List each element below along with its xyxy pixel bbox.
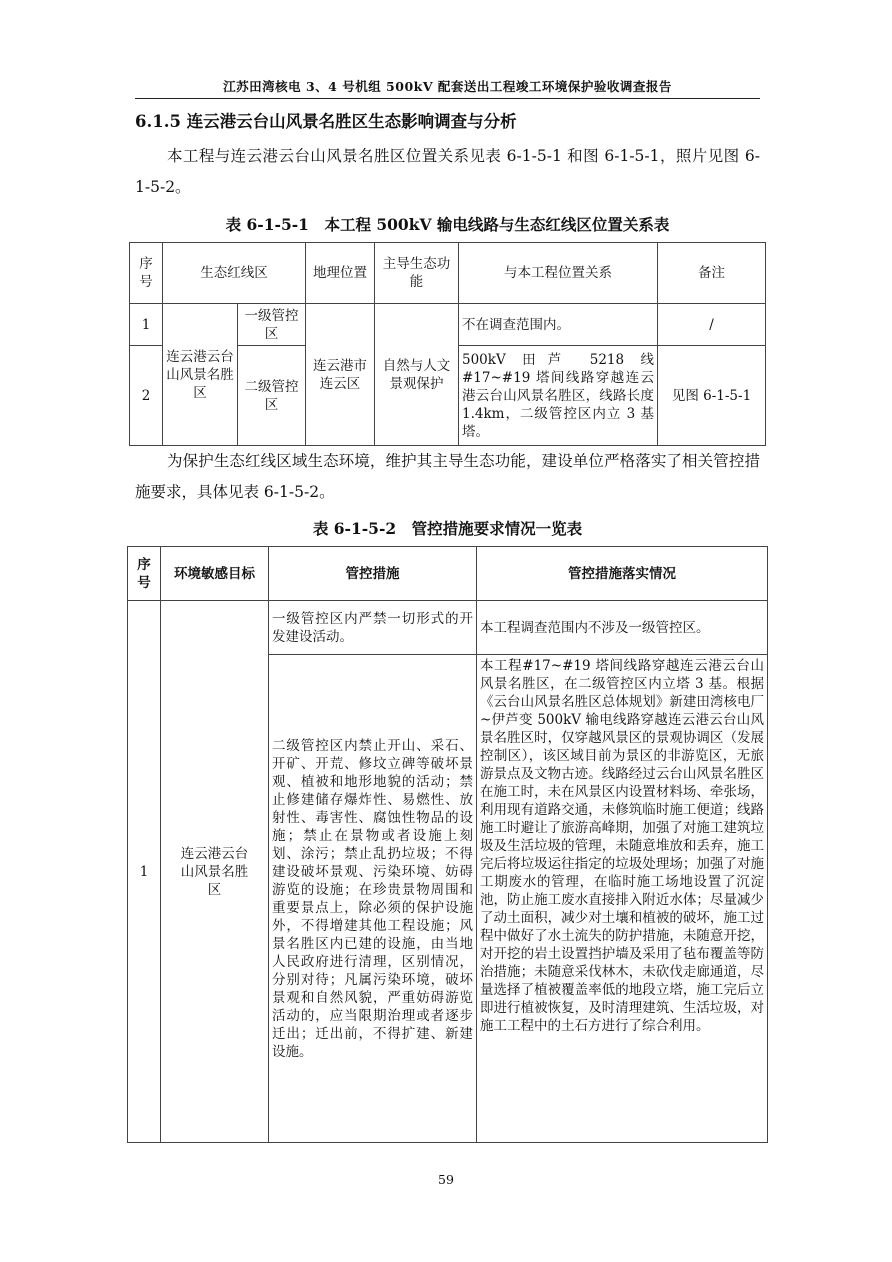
header-function: 主导生态功能	[375, 243, 459, 304]
geo-location: 连云港市连云区	[306, 304, 375, 446]
row-no: 1	[130, 304, 163, 346]
table1-caption: 表 6-1-5-1 本工程 500kV 输电线路与生态红线区位置关系表	[225, 215, 670, 234]
row-no: 2	[130, 346, 163, 446]
document-header: 江苏田湾核电 3、4 号机组 500kV 配套送出工程竣工环境保护验收调查报告	[223, 79, 672, 94]
table-row	[130, 304, 766, 346]
header-measures: 管控措施	[269, 547, 477, 601]
control-level: 一级管控区	[238, 304, 306, 346]
header-rule	[135, 98, 760, 99]
measures-paragraph: 为保护生态红线区域生态环境，维护其主导生态功能，建设单位严格落实了相关管控措施要求，具体见表 6-1-5-2。	[135, 452, 760, 501]
implementation-text: 本工程#17~#19 塔间线路穿越连云港云台山风景名胜区，在二级管控区内立塔 3 基。根据《云台山风景名胜区总体规划》新建田湾核电厂~伊芦变 500kV 输电线路穿越连云港云台山风景名胜区时，仅穿越风景区的景观协调区（发展控制区），该区域目前为景区的非游览区，无旅游景点及文物古迹。线路经过云台山风景名胜区在施工时，未在风景区内设置材料场、牵张场，利用现有道路交通，未修筑临时施工便道；线路施工时避让了旅游高峰期，加强了对施工建筑垃圾及生活垃圾的管理，未随意堆放和丢弃，施工完后将垃圾运往指定的垃圾处理场；加强了对施工期废水的管理，在临时施工场地设置了沉淀池，防止施工废水直接排入附近水体；尽量减少了动土面积，减少对土壤和植被的破坏，施工过程中做好了水土流失的防护措施，未随意开挖，对开挖的岩土设置挡护墙及采用了毡布覆盖等防治措施；未随意采伐林木，未砍伐走廊通道，尽量选择了植被覆盖率低的地段立塔，施工完后立即进行植被恢复，及时清理建筑、生活垃圾，对施工工程中的土石方进行了综合利用。	[477, 655, 768, 1143]
remark-text: /	[658, 304, 766, 346]
header-implementation: 管控措施落实情况	[477, 547, 768, 601]
header-relation: 与本工程位置关系	[459, 243, 658, 304]
control-level: 二级管控区	[238, 346, 306, 446]
sensitive-target: 连云港云台山风景名胜区	[161, 601, 269, 1143]
relation-text: 500kV 田芦 5218 线#17~#19 塔间线路穿越连云港云台山风景名胜区，线路长度 1.4km，二级管控区内立 3 基塔。	[459, 346, 658, 446]
remark-text: 见图 6-1-5-1	[658, 346, 766, 446]
header-target: 环境敏感目标	[161, 547, 269, 601]
relation-text: 不在调查范围内。	[459, 304, 658, 346]
table2-caption: 表 6-1-5-2 管控措施要求情况一览表	[312, 519, 583, 538]
implementation-text: 本工程调查范围内不涉及一级管控区。	[477, 601, 768, 655]
row-no: 1	[128, 601, 161, 1143]
table2-header-row	[128, 547, 768, 601]
section-title: 6.1.5 连云港云台山风景名胜区生态影响调查与分析	[135, 112, 517, 131]
measure-text: 二级管控区内禁止开山、采石、开矿、开荒、修坟立碑等破坏景观、植被和地形地貌的活动；禁止修建储存爆炸性、易燃性、放射性、毒害性、腐蚀性物品的设施；禁止在景物或者设施上刻划、涂污；禁止乱扔垃圾；不得建设破坏景观、污染环境、妨碍游览的设施；在珍贵景物周围和重要景点上，除必须的保护设施外，不得增建其他工程设施；风景名胜区内已建的设施，由当地人民政府进行清理，区别情况，分别对待；凡属污染环境，破坏景观和自然风貌，严重妨碍游览活动的，应当限期治理或者逐步迁出；迁出前，不得扩建、新建设施。	[269, 655, 477, 1143]
header-location: 地理位置	[306, 243, 375, 304]
header-no: 序号	[128, 547, 161, 601]
header-zone: 生态红线区	[163, 243, 306, 304]
header-no: 序号	[130, 243, 163, 304]
header-remark: 备注	[658, 243, 766, 304]
zone-name: 连云港云台山风景名胜区	[163, 304, 238, 446]
control-measures-table	[127, 546, 768, 1143]
intro-paragraph: 本工程与连云港云台山风景名胜区位置关系见表 6-1-5-1 和图 6-1-5-1，照片见图 6-1-5-2。	[135, 147, 760, 196]
measure-text: 一级管控区内严禁一切形式的开发建设活动。	[269, 601, 477, 655]
position-relation-table	[129, 242, 766, 446]
eco-function: 自然与人文景观保护	[375, 304, 459, 446]
page-number: 59	[438, 1172, 454, 1187]
table-row	[128, 601, 768, 655]
table1-header-row	[130, 243, 766, 304]
